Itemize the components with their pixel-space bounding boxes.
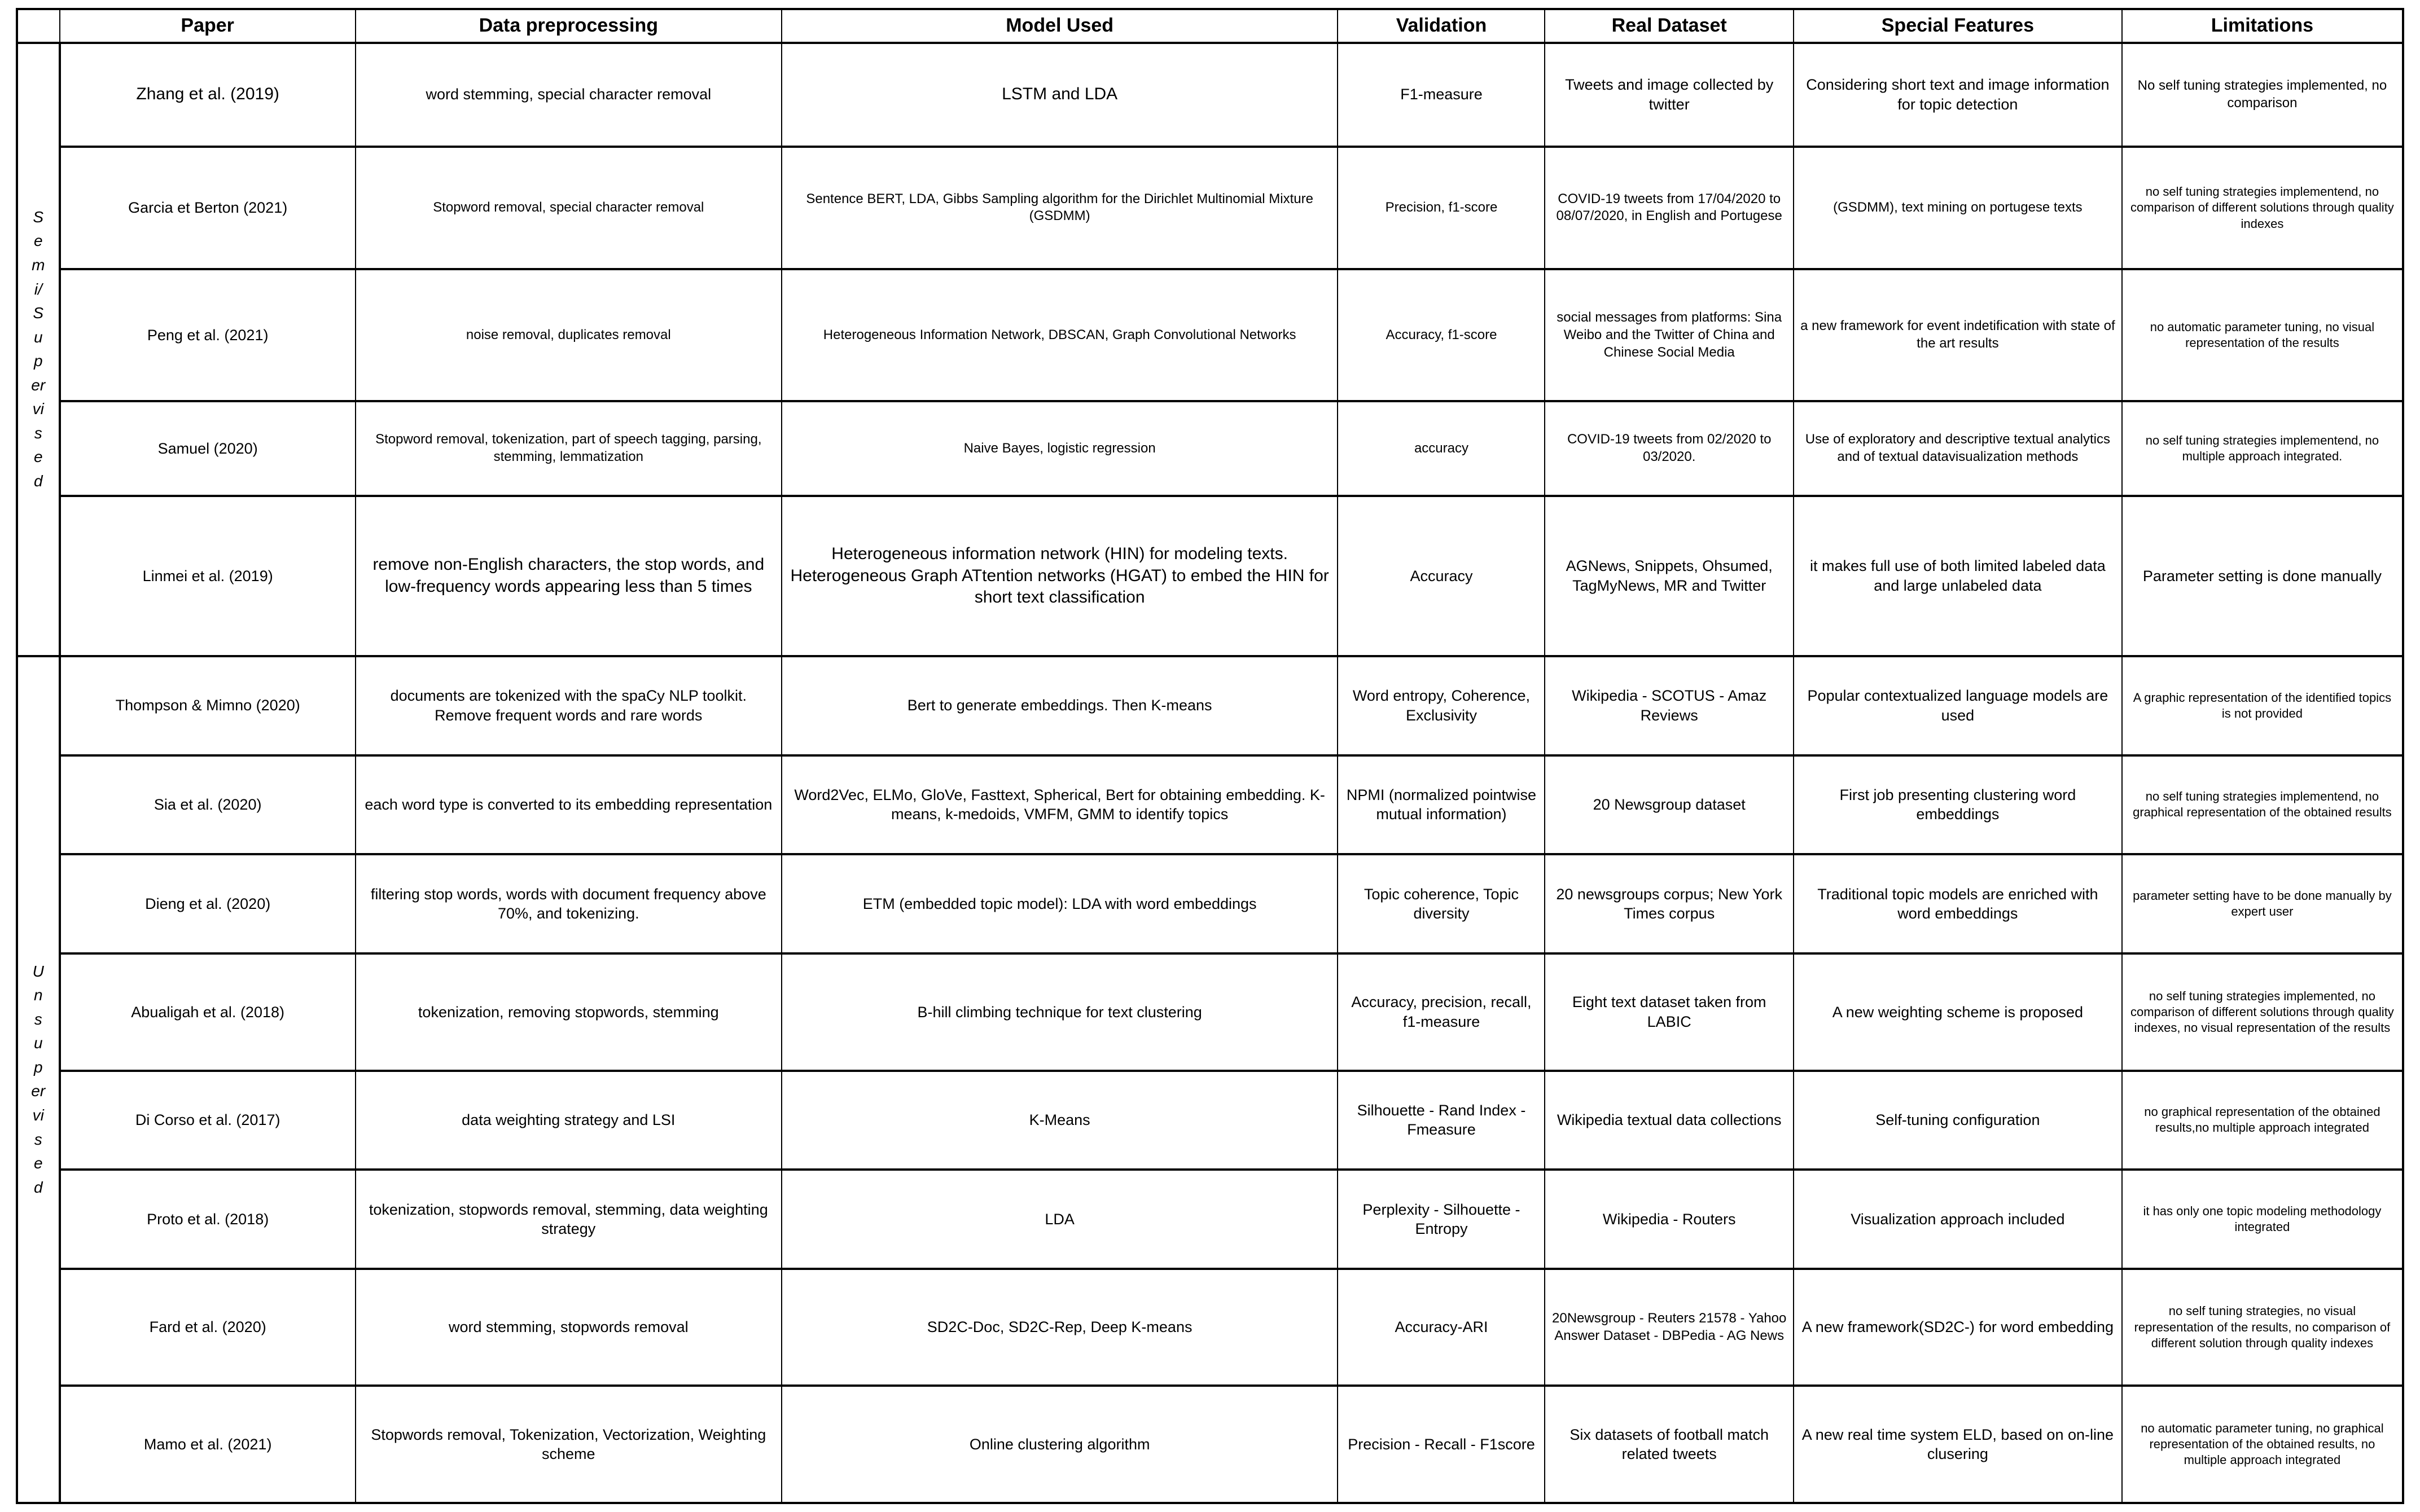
- cell-model: Word2Vec, ELMo, GloVe, Fasttext, Spherical, Bert for obtaining embedding. K-means, k-medoids, VMFM, GMM to identify topics: [782, 755, 1338, 855]
- cell-preprocessing: Stopword removal, special character removal: [356, 147, 782, 269]
- cell-features: A new weighting scheme is proposed: [1794, 953, 2122, 1070]
- cell-preprocessing: Stopword removal, tokenization, part of speech tagging, parsing, stemming, lemmatization: [356, 401, 782, 496]
- cell-features: Visualization approach included: [1794, 1170, 2122, 1269]
- cell-validation: Perplexity - Silhouette - Entropy: [1338, 1170, 1545, 1269]
- cell-paper: Linmei et al. (2019): [60, 496, 356, 656]
- cell-paper: Garcia et Berton (2021): [60, 147, 356, 269]
- header-paper: Paper: [60, 9, 356, 43]
- table-row: [17, 854, 2403, 953]
- cell-preprocessing: Stopwords removal, Tokenization, Vectorization, Weighting scheme: [356, 1386, 782, 1503]
- table-row: [17, 401, 2403, 496]
- cell-features: Considering short text and image information for topic detection: [1794, 43, 2122, 147]
- cell-dataset: Wikipedia - SCOTUS - Amaz Reviews: [1545, 656, 1793, 755]
- cell-paper: Peng et al. (2021): [60, 269, 356, 401]
- cell-dataset: COVID-19 tweets from 17/04/2020 to 08/07/2020, in English and Portugese: [1545, 147, 1793, 269]
- header-validation: Validation: [1338, 9, 1545, 43]
- cell-dataset: Tweets and image collected by twitter: [1545, 43, 1793, 147]
- cell-limitations: no automatic parameter tuning, no visual representation of the results: [2122, 269, 2403, 401]
- cell-dataset: 20 newsgroups corpus; New York Times corpus: [1545, 854, 1793, 953]
- cell-features: it makes full use of both limited labeled data and large unlabeled data: [1794, 496, 2122, 656]
- cell-model: ETM (embedded topic model): LDA with word embeddings: [782, 854, 1338, 953]
- cell-paper: Samuel (2020): [60, 401, 356, 496]
- header-special-features: Special Features: [1794, 9, 2122, 43]
- table-row: [17, 147, 2403, 269]
- table-body: [17, 43, 2403, 1503]
- cell-limitations: it has only one topic modeling methodology integrated: [2122, 1170, 2403, 1269]
- cell-paper: Sia et al. (2020): [60, 755, 356, 855]
- cell-paper: Thompson & Mimno (2020): [60, 656, 356, 755]
- cell-limitations: Parameter setting is done manually: [2122, 496, 2403, 656]
- cell-paper: Fard et al. (2020): [60, 1269, 356, 1386]
- header-row: [17, 9, 2403, 43]
- cell-preprocessing: word stemming, special character removal: [356, 43, 782, 147]
- cell-preprocessing: word stemming, stopwords removal: [356, 1269, 782, 1386]
- cell-model: K-Means: [782, 1071, 1338, 1170]
- cell-preprocessing: documents are tokenized with the spaCy NLP toolkit. Remove frequent words and rare words: [356, 656, 782, 755]
- cell-features: First job presenting clustering word embeddings: [1794, 755, 2122, 855]
- cell-validation: accuracy: [1338, 401, 1545, 496]
- table-row: [17, 1386, 2403, 1503]
- cell-model: Naive Bayes, logistic regression: [782, 401, 1338, 496]
- survey-comparison-table: [16, 8, 2404, 1504]
- cell-paper: Abualigah et al. (2018): [60, 953, 356, 1070]
- cell-validation: NPMI (normalized pointwise mutual information): [1338, 755, 1545, 855]
- table-row: [17, 43, 2403, 147]
- cell-features: Popular contextualized language models are used: [1794, 656, 2122, 755]
- cell-model: Bert to generate embeddings. Then K-means: [782, 656, 1338, 755]
- header-real-dataset: Real Dataset: [1545, 9, 1793, 43]
- cell-preprocessing: tokenization, stopwords removal, stemming, data weighting strategy: [356, 1170, 782, 1269]
- table-row: [17, 953, 2403, 1070]
- cell-validation: Accuracy-ARI: [1338, 1269, 1545, 1386]
- cell-preprocessing: data weighting strategy and LSI: [356, 1071, 782, 1170]
- cell-paper: Proto et al. (2018): [60, 1170, 356, 1269]
- cell-limitations: no self tuning strategies implementend, no multiple approach integrated.: [2122, 401, 2403, 496]
- cell-features: Traditional topic models are enriched with word embeddings: [1794, 854, 2122, 953]
- cell-dataset: social messages from platforms: Sina Weibo and the Twitter of China and Chinese Social Media: [1545, 269, 1793, 401]
- cell-limitations: No self tuning strategies implemented, no comparison: [2122, 43, 2403, 147]
- table-row: [17, 1170, 2403, 1269]
- group-label-text: Unsupervised: [31, 962, 46, 1196]
- cell-dataset: AGNews, Snippets, Ohsumed, TagMyNews, MR and Twitter: [1545, 496, 1793, 656]
- cell-preprocessing: each word type is converted to its embedding representation: [356, 755, 782, 855]
- cell-validation: Word entropy, Coherence, Exclusivity: [1338, 656, 1545, 755]
- cell-dataset: Wikipedia - Routers: [1545, 1170, 1793, 1269]
- header-limitations: Limitations: [2122, 9, 2403, 43]
- header-data-preprocessing: Data preprocessing: [356, 9, 782, 43]
- cell-validation: Accuracy: [1338, 496, 1545, 656]
- cell-limitations: no graphical representation of the obtained results,no multiple approach integrated: [2122, 1071, 2403, 1170]
- cell-features: Self-tuning configuration: [1794, 1071, 2122, 1170]
- cell-paper: Zhang et al. (2019): [60, 43, 356, 147]
- table-row: [17, 496, 2403, 656]
- group-label-text: Semi/Supervised: [31, 208, 46, 490]
- cell-dataset: Wikipedia textual data collections: [1545, 1071, 1793, 1170]
- cell-limitations: no self tuning strategies implementend, no graphical representation of the obtained results: [2122, 755, 2403, 855]
- cell-paper: Di Corso et al. (2017): [60, 1071, 356, 1170]
- table-header: [17, 9, 2403, 43]
- cell-dataset: Eight text dataset taken from LABIC: [1545, 953, 1793, 1070]
- cell-limitations: no self tuning strategies, no visual representation of the results, no comparison of different solution through quality indexes: [2122, 1269, 2403, 1386]
- cell-features: A new real time system ELD, based on on-line clusering: [1794, 1386, 2122, 1503]
- cell-preprocessing: filtering stop words, words with document frequency above 70%, and tokenizing.: [356, 854, 782, 953]
- cell-limitations: no self tuning strategies implementend, no comparison of different solutions through quality indexes: [2122, 147, 2403, 269]
- cell-preprocessing: tokenization, removing stopwords, stemming: [356, 953, 782, 1070]
- table-row: [17, 1071, 2403, 1170]
- table-row: [17, 755, 2403, 855]
- cell-limitations: A graphic representation of the identified topics is not provided: [2122, 656, 2403, 755]
- cell-model: LDA: [782, 1170, 1338, 1269]
- group-label-semi-supervised: [17, 43, 60, 656]
- cell-validation: Accuracy, precision, recall, f1-measure: [1338, 953, 1545, 1070]
- cell-paper: Mamo et al. (2021): [60, 1386, 356, 1503]
- header-group: [17, 9, 60, 43]
- cell-limitations: no automatic parameter tuning, no graphical representation of the obtained results, no multiple approach integrated: [2122, 1386, 2403, 1503]
- cell-model: Heterogeneous Information Network, DBSCAN, Graph Convolutional Networks: [782, 269, 1338, 401]
- cell-preprocessing: noise removal, duplicates removal: [356, 269, 782, 401]
- table-row: [17, 269, 2403, 401]
- cell-model: LSTM and LDA: [782, 43, 1338, 147]
- cell-validation: Topic coherence, Topic diversity: [1338, 854, 1545, 953]
- cell-limitations: no self tuning strategies implemented, no comparison of different solutions through quality indexes, no visual representation of the results: [2122, 953, 2403, 1070]
- cell-validation: Silhouette - Rand Index - Fmeasure: [1338, 1071, 1545, 1170]
- cell-model: Sentence BERT, LDA, Gibbs Sampling algorithm for the Dirichlet Multinomial Mixture (GSDMM): [782, 147, 1338, 269]
- cell-validation: F1-measure: [1338, 43, 1545, 147]
- cell-validation: Accuracy, f1-score: [1338, 269, 1545, 401]
- cell-validation: Precision - Recall - F1score: [1338, 1386, 1545, 1503]
- cell-model: SD2C-Doc, SD2C-Rep, Deep K-means: [782, 1269, 1338, 1386]
- cell-dataset: Six datasets of football match related tweets: [1545, 1386, 1793, 1503]
- cell-model: Online clustering algorithm: [782, 1386, 1338, 1503]
- header-model-used: Model Used: [782, 9, 1338, 43]
- cell-dataset: COVID-19 tweets from 02/2020 to 03/2020.: [1545, 401, 1793, 496]
- group-label-unsupervised: [17, 656, 60, 1503]
- cell-paper: Dieng et al. (2020): [60, 854, 356, 953]
- cell-limitations: parameter setting have to be done manually by expert user: [2122, 854, 2403, 953]
- cell-dataset: 20Newsgroup - Reuters 21578 - Yahoo Answer Dataset - DBPedia - AG News: [1545, 1269, 1793, 1386]
- cell-model: Heterogeneous information network (HIN) for modeling texts. Heterogeneous Graph ATtention networks (HGAT) to embed the HIN for short text classification: [782, 496, 1338, 656]
- cell-features: A new framework(SD2C-) for word embedding: [1794, 1269, 2122, 1386]
- table-row: [17, 656, 2403, 755]
- cell-dataset: 20 Newsgroup dataset: [1545, 755, 1793, 855]
- cell-preprocessing: remove non-English characters, the stop words, and low-frequency words appearing less than 5 times: [356, 496, 782, 656]
- cell-features: a new framework for event indetification with state of the art results: [1794, 269, 2122, 401]
- cell-validation: Precision, f1-score: [1338, 147, 1545, 269]
- cell-model: B-hill climbing technique for text clustering: [782, 953, 1338, 1070]
- cell-features: (GSDMM), text mining on portugese texts: [1794, 147, 2122, 269]
- cell-features: Use of exploratory and descriptive textual analytics and of textual datavisualization methods: [1794, 401, 2122, 496]
- table-row: [17, 1269, 2403, 1386]
